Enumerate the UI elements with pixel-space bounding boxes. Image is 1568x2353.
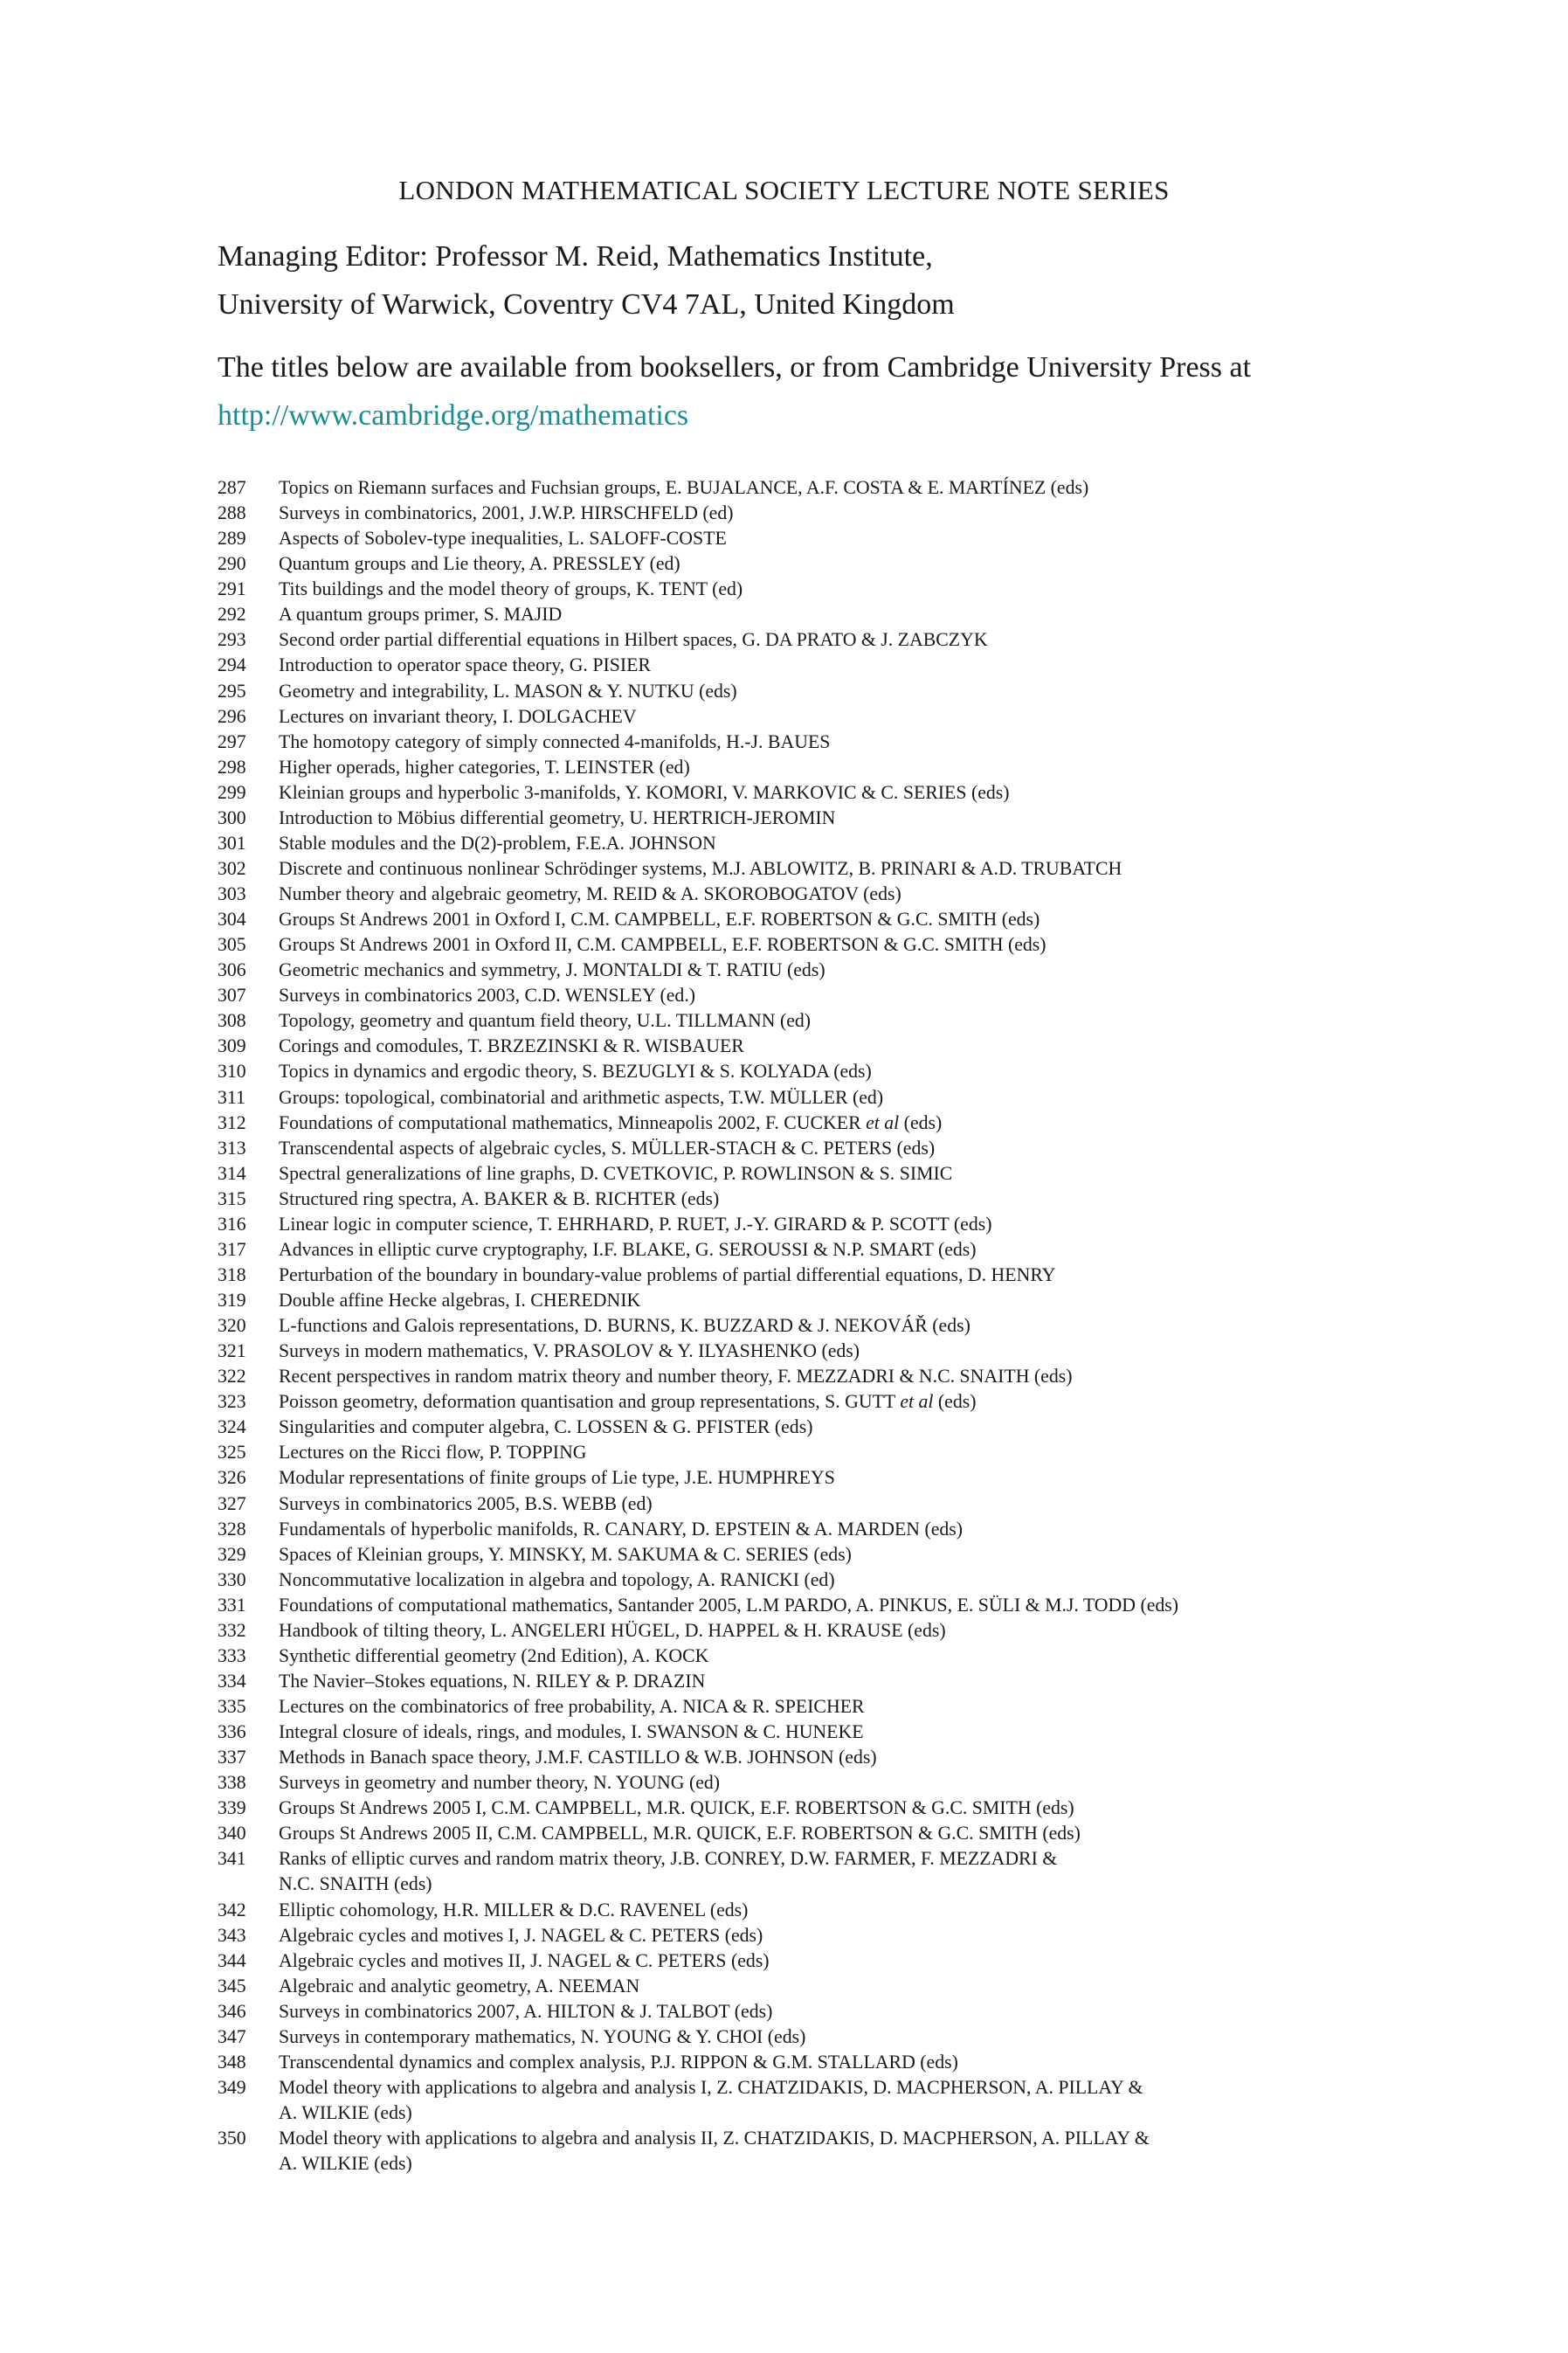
volume-title-text: Geometric mechanics and symmetry, J. MONTALDI & T. RATIU (eds): [279, 959, 825, 981]
volume-number: 309: [218, 1035, 246, 1057]
volume-title: [279, 932, 1397, 958]
managing-editor: [218, 232, 955, 329]
volume-number: 303: [218, 883, 246, 904]
volume-title: [279, 1465, 1397, 1491]
volume-number: 330: [218, 1568, 246, 1590]
volume-title-text: The Navier–Stokes equations, N. RILEY & P. DRAZIN: [279, 1670, 706, 1692]
volume-number: 342: [218, 1899, 246, 1920]
list-item: [218, 2050, 1397, 2075]
volume-title-italic: et al: [866, 1111, 900, 1133]
volume-title: [279, 2075, 1397, 2100]
volume-title-text: A quantum groups primer, S. MAJID: [279, 604, 563, 626]
editor-line-2: University of Warwick, Coventry CV4 7AL, United Kingdom: [218, 288, 955, 321]
volume-number: 348: [218, 2051, 246, 2073]
list-item: [218, 1136, 1397, 1161]
volume-title: [279, 1111, 1397, 1136]
list-item: [218, 1770, 1397, 1796]
volume-title-text: Stable modules and the D(2)-problem, F.E.A. JOHNSON: [279, 832, 716, 854]
volume-title-text: Noncommutative localization in algebra and topology, A. RANICKI (ed): [279, 1568, 835, 1590]
volume-title: [279, 1669, 1397, 1694]
volume-number: 326: [218, 1467, 246, 1489]
volume-title: [279, 2024, 1397, 2050]
volume-title: [279, 1034, 1397, 1059]
cambridge-link[interactable]: http://www.cambridge.org/mathematics: [218, 399, 689, 432]
volume-title-text: Algebraic cycles and motives II, J. NAGEL & C. PETERS (eds): [279, 1949, 770, 1971]
volume-title: [279, 1542, 1397, 1568]
list-item: [218, 1974, 1397, 1999]
volume-title: [279, 780, 1397, 806]
volume-number: 289: [218, 528, 246, 550]
list-item: [218, 1618, 1397, 1644]
editor-line-1: Managing Editor: Professor M. Reid, Mathematics Institute,: [218, 240, 933, 273]
volume-number: 331: [218, 1594, 246, 1616]
volume-title: [279, 1821, 1397, 1846]
list-item: [218, 1542, 1397, 1568]
volume-title-text: Synthetic differential geometry (2nd Edition), A. KOCK: [279, 1644, 709, 1666]
list-item: [218, 2024, 1397, 2050]
volume-title-text: Groups St Andrews 2005 II, C.M. CAMPBELL, M.R. QUICK, E.F. ROBERTSON & G.C. SMITH (eds): [279, 1823, 1081, 1844]
volume-number: 321: [218, 1340, 246, 1362]
volume-title: [279, 577, 1397, 602]
volume-title: [279, 1440, 1397, 1465]
volume-number: 336: [218, 1721, 246, 1743]
list-item: [218, 831, 1397, 856]
volume-title: [279, 983, 1397, 1008]
volume-title: [279, 1313, 1397, 1339]
list-item: [218, 983, 1397, 1008]
volume-title-text: Surveys in geometry and number theory, N. YOUNG (ed): [279, 1772, 721, 1794]
list-item: [218, 1923, 1397, 1948]
volume-title-text: Elliptic cohomology, H.R. MILLER & D.C. RAVENEL (eds): [279, 1899, 749, 1920]
volume-number: 345: [218, 1975, 246, 1997]
volume-number: 322: [218, 1366, 246, 1388]
list-item: [218, 1465, 1397, 1491]
volume-number: 317: [218, 1238, 246, 1260]
volume-title: [279, 958, 1397, 983]
list-item: [218, 1288, 1397, 1313]
volume-title: [279, 1796, 1397, 1821]
volume-title-text: Surveys in modern mathematics, V. PRASOLOV & Y. ILYASHENKO (eds): [279, 1340, 860, 1362]
volume-title-text: Modular representations of finite groups of Lie type, J.E. HUMPHREYS: [279, 1467, 835, 1489]
list-item: [218, 1237, 1397, 1263]
list-item: [218, 1085, 1397, 1111]
volume-title-text: Kleinian groups and hyperbolic 3-manifolds, Y. KOMORI, V. MARKOVIC & C. SERIES (eds): [279, 781, 1010, 803]
volume-title: [279, 1770, 1397, 1796]
volume-number: 313: [218, 1137, 246, 1159]
volume-number: 334: [218, 1670, 246, 1692]
volume-title-text: Algebraic cycles and motives I, J. NAGEL & C. PETERS (eds): [279, 1924, 763, 1946]
volume-number: 305: [218, 934, 246, 956]
list-item: [218, 1389, 1397, 1415]
volume-title-text: Surveys in combinatorics, 2001, J.W.P. HIRSCHFELD (ed): [279, 502, 734, 524]
volume-number: 333: [218, 1644, 246, 1666]
volume-title: [279, 1415, 1397, 1440]
volume-title: [279, 1339, 1397, 1364]
volume-title-text: Groups: topological, combinatorial and arithmetic aspects, T.W. MÜLLER (ed): [279, 1086, 884, 1108]
volume-number: 288: [218, 502, 246, 524]
availability-text: The titles below are available from booksellers, or from Cambridge University Press at: [218, 351, 1252, 384]
volume-title-text: Handbook of tilting theory, L. ANGELERI HÜGEL, D. HAPPEL & H. KRAUSE (eds): [279, 1619, 946, 1641]
volume-title-text: Surveys in combinatorics 2007, A. HILTON & J. TALBOT (eds): [279, 2000, 773, 2022]
volume-number: 304: [218, 909, 246, 931]
list-item: [218, 730, 1397, 755]
volume-title-text: Surveys in combinatorics 2003, C.D. WENSLEY (ed.): [279, 985, 696, 1007]
volume-number: 315: [218, 1187, 246, 1209]
list-item: [218, 1491, 1397, 1517]
list-item: [218, 907, 1397, 932]
volume-title-text: Structured ring spectra, A. BAKER & B. RICHTER (eds): [279, 1187, 720, 1209]
list-item: [218, 1034, 1397, 1059]
list-item: [218, 755, 1397, 780]
volume-title: [279, 1085, 1397, 1111]
volume-number: 291: [218, 578, 246, 600]
volume-number: 292: [218, 604, 246, 626]
volume-title: [279, 1364, 1397, 1389]
volume-number: 319: [218, 1290, 246, 1311]
volume-title-text: Advances in elliptic curve cryptography, I.F. BLAKE, G. SEROUSSI & N.P. SMART (eds): [279, 1238, 977, 1260]
list-item: [218, 780, 1397, 806]
volume-title-text: Lectures on the combinatorics of free probability, A. NICA & R. SPEICHER: [279, 1696, 865, 1717]
volume-number: 297: [218, 730, 246, 752]
volume-title-text: Topics in dynamics and ergodic theory, S. BEZUGLYI & S. KOLYADA (eds): [279, 1061, 872, 1083]
volume-title: [279, 704, 1397, 730]
volume-title-text: Higher operads, higher categories, T. LEINSTER (ed): [279, 756, 690, 778]
list-item: [218, 2075, 1397, 2126]
volume-number: 341: [218, 1848, 246, 1870]
volume-title-continuation: A. WILKIE (eds): [279, 2102, 412, 2123]
list-item: [218, 577, 1397, 602]
volume-title-text: Recent perspectives in random matrix theory and number theory, F. MEZZADRI & N.C. SNAITH (eds): [279, 1366, 1073, 1388]
volume-title-text: Quantum groups and Lie theory, A. PRESSLEY (ed): [279, 553, 680, 575]
volume-title-text: Groups St Andrews 2001 in Oxford II, C.M. CAMPBELL, E.F. ROBERTSON & G.C. SMITH (eds): [279, 934, 1046, 956]
volume-title: [279, 1491, 1397, 1517]
volume-title: [279, 730, 1397, 755]
volume-title: [279, 1212, 1397, 1237]
volume-title: [279, 1618, 1397, 1644]
volume-title: [279, 526, 1397, 551]
volume-title: [279, 1161, 1397, 1187]
volume-title-text: Discrete and continuous nonlinear Schrödinger systems, M.J. ABLOWITZ, B. PRINARI & A.D. TRUBATCH: [279, 857, 1122, 879]
volume-title-text: Lectures on invariant theory, I. DOLGACHEV: [279, 705, 637, 727]
volume-title-text: Topology, geometry and quantum field theory, U.L. TILLMANN (ed): [279, 1010, 812, 1032]
volume-number: 296: [218, 705, 246, 727]
list-item: [218, 1313, 1397, 1339]
volume-number: 298: [218, 756, 246, 778]
volume-title-text: Tits buildings and the model theory of groups, K. TENT (ed): [279, 578, 743, 600]
list-item: [218, 1440, 1397, 1465]
volume-number: 324: [218, 1416, 246, 1438]
list-item: [218, 1948, 1397, 1974]
volume-number: 325: [218, 1442, 246, 1464]
volume-number: 328: [218, 1518, 246, 1540]
volume-number: 287: [218, 477, 246, 498]
volume-title: [279, 602, 1397, 627]
volume-title-text: Spaces of Kleinian groups, Y. MINSKY, M. SAKUMA & C. SERIES (eds): [279, 1543, 852, 1565]
volume-title: [279, 806, 1397, 831]
volume-title: [279, 1568, 1397, 1593]
list-item: [218, 602, 1397, 627]
volume-title: [279, 882, 1397, 907]
volume-number: 340: [218, 1823, 246, 1844]
volume-title-text: Integral closure of ideals, rings, and modules, I. SWANSON & C. HUNEKE: [279, 1721, 864, 1743]
list-item: [218, 704, 1397, 730]
list-item: [218, 932, 1397, 958]
volume-title-text: Foundations of computational mathematics, Minneapolis 2002, F. CUCKER: [279, 1111, 861, 1133]
volume-title: [279, 831, 1397, 856]
volume-title-text: Double affine Hecke algebras, I. CHEREDNIK: [279, 1290, 641, 1311]
list-item: [218, 806, 1397, 831]
volume-title-text: L-functions and Galois representations, D. BURNS, K. BUZZARD & J. NEKOVÁŘ (eds): [279, 1315, 971, 1337]
list-item: [218, 2126, 1397, 2177]
volume-number: 338: [218, 1772, 246, 1794]
list-item: [218, 679, 1397, 704]
volume-number: 311: [218, 1086, 245, 1108]
volume-title: [279, 1846, 1397, 1872]
volume-title: [279, 1923, 1397, 1948]
volume-number: 306: [218, 959, 246, 981]
list-item: [218, 1846, 1397, 1897]
volume-number: 316: [218, 1213, 246, 1235]
list-item: [218, 856, 1397, 882]
volume-title: [279, 1288, 1397, 1313]
volume-number: 332: [218, 1619, 246, 1641]
volume-title-text: Groups St Andrews 2001 in Oxford I, C.M. CAMPBELL, E.F. ROBERTSON & G.C. SMITH (eds): [279, 909, 1040, 931]
list-item: [218, 1593, 1397, 1618]
volume-title-continuation: N.C. SNAITH (eds): [279, 1873, 432, 1895]
volume-number: 318: [218, 1263, 246, 1285]
volume-title-text: Methods in Banach space theory, J.M.F. CASTILLO & W.B. JOHNSON (eds): [279, 1747, 877, 1768]
list-item: [218, 1821, 1397, 1846]
list-item: [218, 551, 1397, 577]
volume-number: 343: [218, 1924, 246, 1946]
volume-title: [279, 653, 1397, 678]
volume-title-text: Fundamentals of hyperbolic manifolds, R. CANARY, D. EPSTEIN & A. MARDEN (eds): [279, 1518, 964, 1540]
list-item: [218, 882, 1397, 907]
list-item: [218, 501, 1397, 526]
volume-number: 344: [218, 1949, 246, 1971]
volume-title-text: Corings and comodules, T. BRZEZINSKI & R. WISBAUER: [279, 1035, 744, 1057]
volume-title-text: Surveys in combinatorics 2005, B.S. WEBB (ed): [279, 1492, 653, 1514]
volume-number: 308: [218, 1010, 246, 1032]
volume-title: [279, 627, 1397, 653]
availability-note: [218, 343, 1251, 439]
volume-title-text: Foundations of computational mathematics, Santander 2005, L.M PARDO, A. PINKUS, E. SÜLI & M.J. TODD (eds): [279, 1594, 1179, 1616]
volume-title-text: Transcendental dynamics and complex analysis, P.J. RIPPON & G.M. STALLARD (eds): [279, 2051, 958, 2073]
list-item: [218, 1568, 1397, 1593]
list-item: [218, 1415, 1397, 1440]
volume-title: [279, 1187, 1397, 1212]
list-item: [218, 1517, 1397, 1542]
volume-title: [279, 2126, 1397, 2151]
volume-title-text: Perturbation of the boundary in boundary-value problems of partial differential equations, D. HENRY: [279, 1263, 1056, 1285]
volume-number: 323: [218, 1391, 246, 1413]
volume-title: [279, 856, 1397, 882]
volume-title: [279, 1389, 1397, 1415]
volume-title: [279, 1517, 1397, 1542]
volume-number: 307: [218, 985, 246, 1007]
volume-title-text: Second order partial differential equations in Hilbert spaces, G. DA PRATO & J. ZABCZYK: [279, 629, 988, 651]
volume-number: 320: [218, 1315, 246, 1337]
volume-title: [279, 1898, 1397, 1923]
volume-number: 300: [218, 806, 246, 828]
volume-title-text: Algebraic and analytic geometry, A. NEEMAN: [279, 1975, 640, 1997]
volume-title: [279, 1720, 1397, 1745]
volume-number: 329: [218, 1543, 246, 1565]
series-title: LONDON MATHEMATICAL SOCIETY LECTURE NOTE SERIES: [398, 175, 1170, 205]
volume-title-continuation: A. WILKIE (eds): [279, 2153, 412, 2175]
list-item: [218, 958, 1397, 983]
volume-title: [279, 2050, 1397, 2075]
volume-number: 335: [218, 1696, 246, 1717]
volume-title-text: Topics on Riemann surfaces and Fuchsian groups, E. BUJALANCE, A.F. COSTA & E. MARTÍNEZ (eds): [279, 477, 1089, 498]
volume-title-suffix: (eds): [933, 1391, 977, 1413]
volume-title: [279, 475, 1397, 501]
volume-title-text: Transcendental aspects of algebraic cycles, S. MÜLLER-STACH & C. PETERS (eds): [279, 1137, 936, 1159]
volume-number: 293: [218, 629, 246, 651]
volume-title: [279, 1593, 1397, 1618]
volume-title-suffix: (eds): [899, 1111, 943, 1133]
volume-number: 290: [218, 553, 246, 575]
volume-title: [279, 1644, 1397, 1669]
list-item: [218, 1644, 1397, 1669]
list-item: [218, 1694, 1397, 1720]
volume-number: 327: [218, 1492, 246, 1514]
volume-title: [279, 501, 1397, 526]
list-item: [218, 1720, 1397, 1745]
volume-title-text: Ranks of elliptic curves and random matrix theory, J.B. CONREY, D.W. FARMER, F. MEZZADRI &: [279, 1848, 1058, 1870]
volume-number: 346: [218, 2000, 246, 2022]
list-item: [218, 1212, 1397, 1237]
volume-title-text: Surveys in contemporary mathematics, N. YOUNG & Y. CHOI (eds): [279, 2025, 806, 2047]
volume-title-text: Singularities and computer algebra, C. LOSSEN & G. PFISTER (eds): [279, 1416, 813, 1438]
list-item: [218, 1059, 1397, 1084]
volume-title-text: Introduction to operator space theory, G. PISIER: [279, 654, 651, 676]
volume-number: 295: [218, 680, 246, 702]
volume-title: [279, 1237, 1397, 1263]
volume-number: 302: [218, 857, 246, 879]
volume-title: [279, 1059, 1397, 1084]
volume-title-text: Model theory with applications to algebra and analysis II, Z. CHATZIDAKIS, D. MACPHERSON, A. PILLAY &: [279, 2128, 1150, 2149]
volume-title: [279, 1745, 1397, 1770]
list-item: [218, 1745, 1397, 1770]
list-item: [218, 1161, 1397, 1187]
volume-title: [279, 551, 1397, 577]
list-item: [218, 1364, 1397, 1389]
volume-number: 312: [218, 1111, 246, 1133]
volume-number: 349: [218, 2076, 246, 2098]
volume-title: [279, 1694, 1397, 1720]
volume-title-text: Lectures on the Ricci flow, P. TOPPING: [279, 1442, 587, 1464]
volume-title-text: Poisson geometry, deformation quantisation and group representations, S. GUTT: [279, 1391, 895, 1413]
titles-list: [218, 475, 1397, 2177]
volume-number: 339: [218, 1797, 246, 1819]
volume-title: [279, 907, 1397, 932]
volume-title: [279, 1999, 1397, 2024]
volume-number: 337: [218, 1747, 246, 1768]
volume-title-text: Geometry and integrability, L. MASON & Y. NUTKU (eds): [279, 680, 737, 702]
volume-title: [279, 1008, 1397, 1034]
list-item: [218, 1999, 1397, 2024]
list-item: [218, 475, 1397, 501]
list-item: [218, 627, 1397, 653]
volume-title-text: Aspects of Sobolev-type inequalities, L. SALOFF-COSTE: [279, 528, 727, 550]
volume-number: 350: [218, 2128, 246, 2149]
volume-title-text: Spectral generalizations of line graphs, D. CVETKOVIC, P. ROWLINSON & S. SIMIC: [279, 1162, 953, 1184]
list-item: [218, 1111, 1397, 1136]
volume-number: 299: [218, 781, 246, 803]
volume-number: 347: [218, 2025, 246, 2047]
volume-title: [279, 1263, 1397, 1288]
volume-title: [279, 755, 1397, 780]
volume-title-text: Model theory with applications to algebra and analysis I, Z. CHATZIDAKIS, D. MACPHERSON, A. PILLAY &: [279, 2076, 1143, 2098]
list-item: [218, 1898, 1397, 1923]
volume-title-text: Number theory and algebraic geometry, M. REID & A. SKOROBOGATOV (eds): [279, 883, 901, 904]
list-item: [218, 653, 1397, 678]
volume-title-text: Introduction to Möbius differential geometry, U. HERTRICH-JEROMIN: [279, 806, 836, 828]
list-item: [218, 1263, 1397, 1288]
list-item: [218, 526, 1397, 551]
volume-number: 310: [218, 1061, 246, 1083]
list-item: [218, 1339, 1397, 1364]
volume-number: 294: [218, 654, 246, 676]
volume-number: 301: [218, 832, 246, 854]
volume-title: [279, 1136, 1397, 1161]
volume-title: [279, 1974, 1397, 1999]
list-item: [218, 1796, 1397, 1821]
volume-title-text: Linear logic in computer science, T. EHRHARD, P. RUET, J.-Y. GIRARD & P. SCOTT (eds): [279, 1213, 992, 1235]
volume-title-italic: et al: [900, 1391, 934, 1413]
volume-title-text: The homotopy category of simply connected 4-manifolds, H.-J. BAUES: [279, 730, 831, 752]
list-item: [218, 1008, 1397, 1034]
volume-title: [279, 679, 1397, 704]
list-item: [218, 1187, 1397, 1212]
volume-title-text: Groups St Andrews 2005 I, C.M. CAMPBELL, M.R. QUICK, E.F. ROBERTSON & G.C. SMITH (eds): [279, 1797, 1074, 1819]
volume-number: 314: [218, 1162, 246, 1184]
list-item: [218, 1669, 1397, 1694]
volume-title: [279, 1948, 1397, 1974]
